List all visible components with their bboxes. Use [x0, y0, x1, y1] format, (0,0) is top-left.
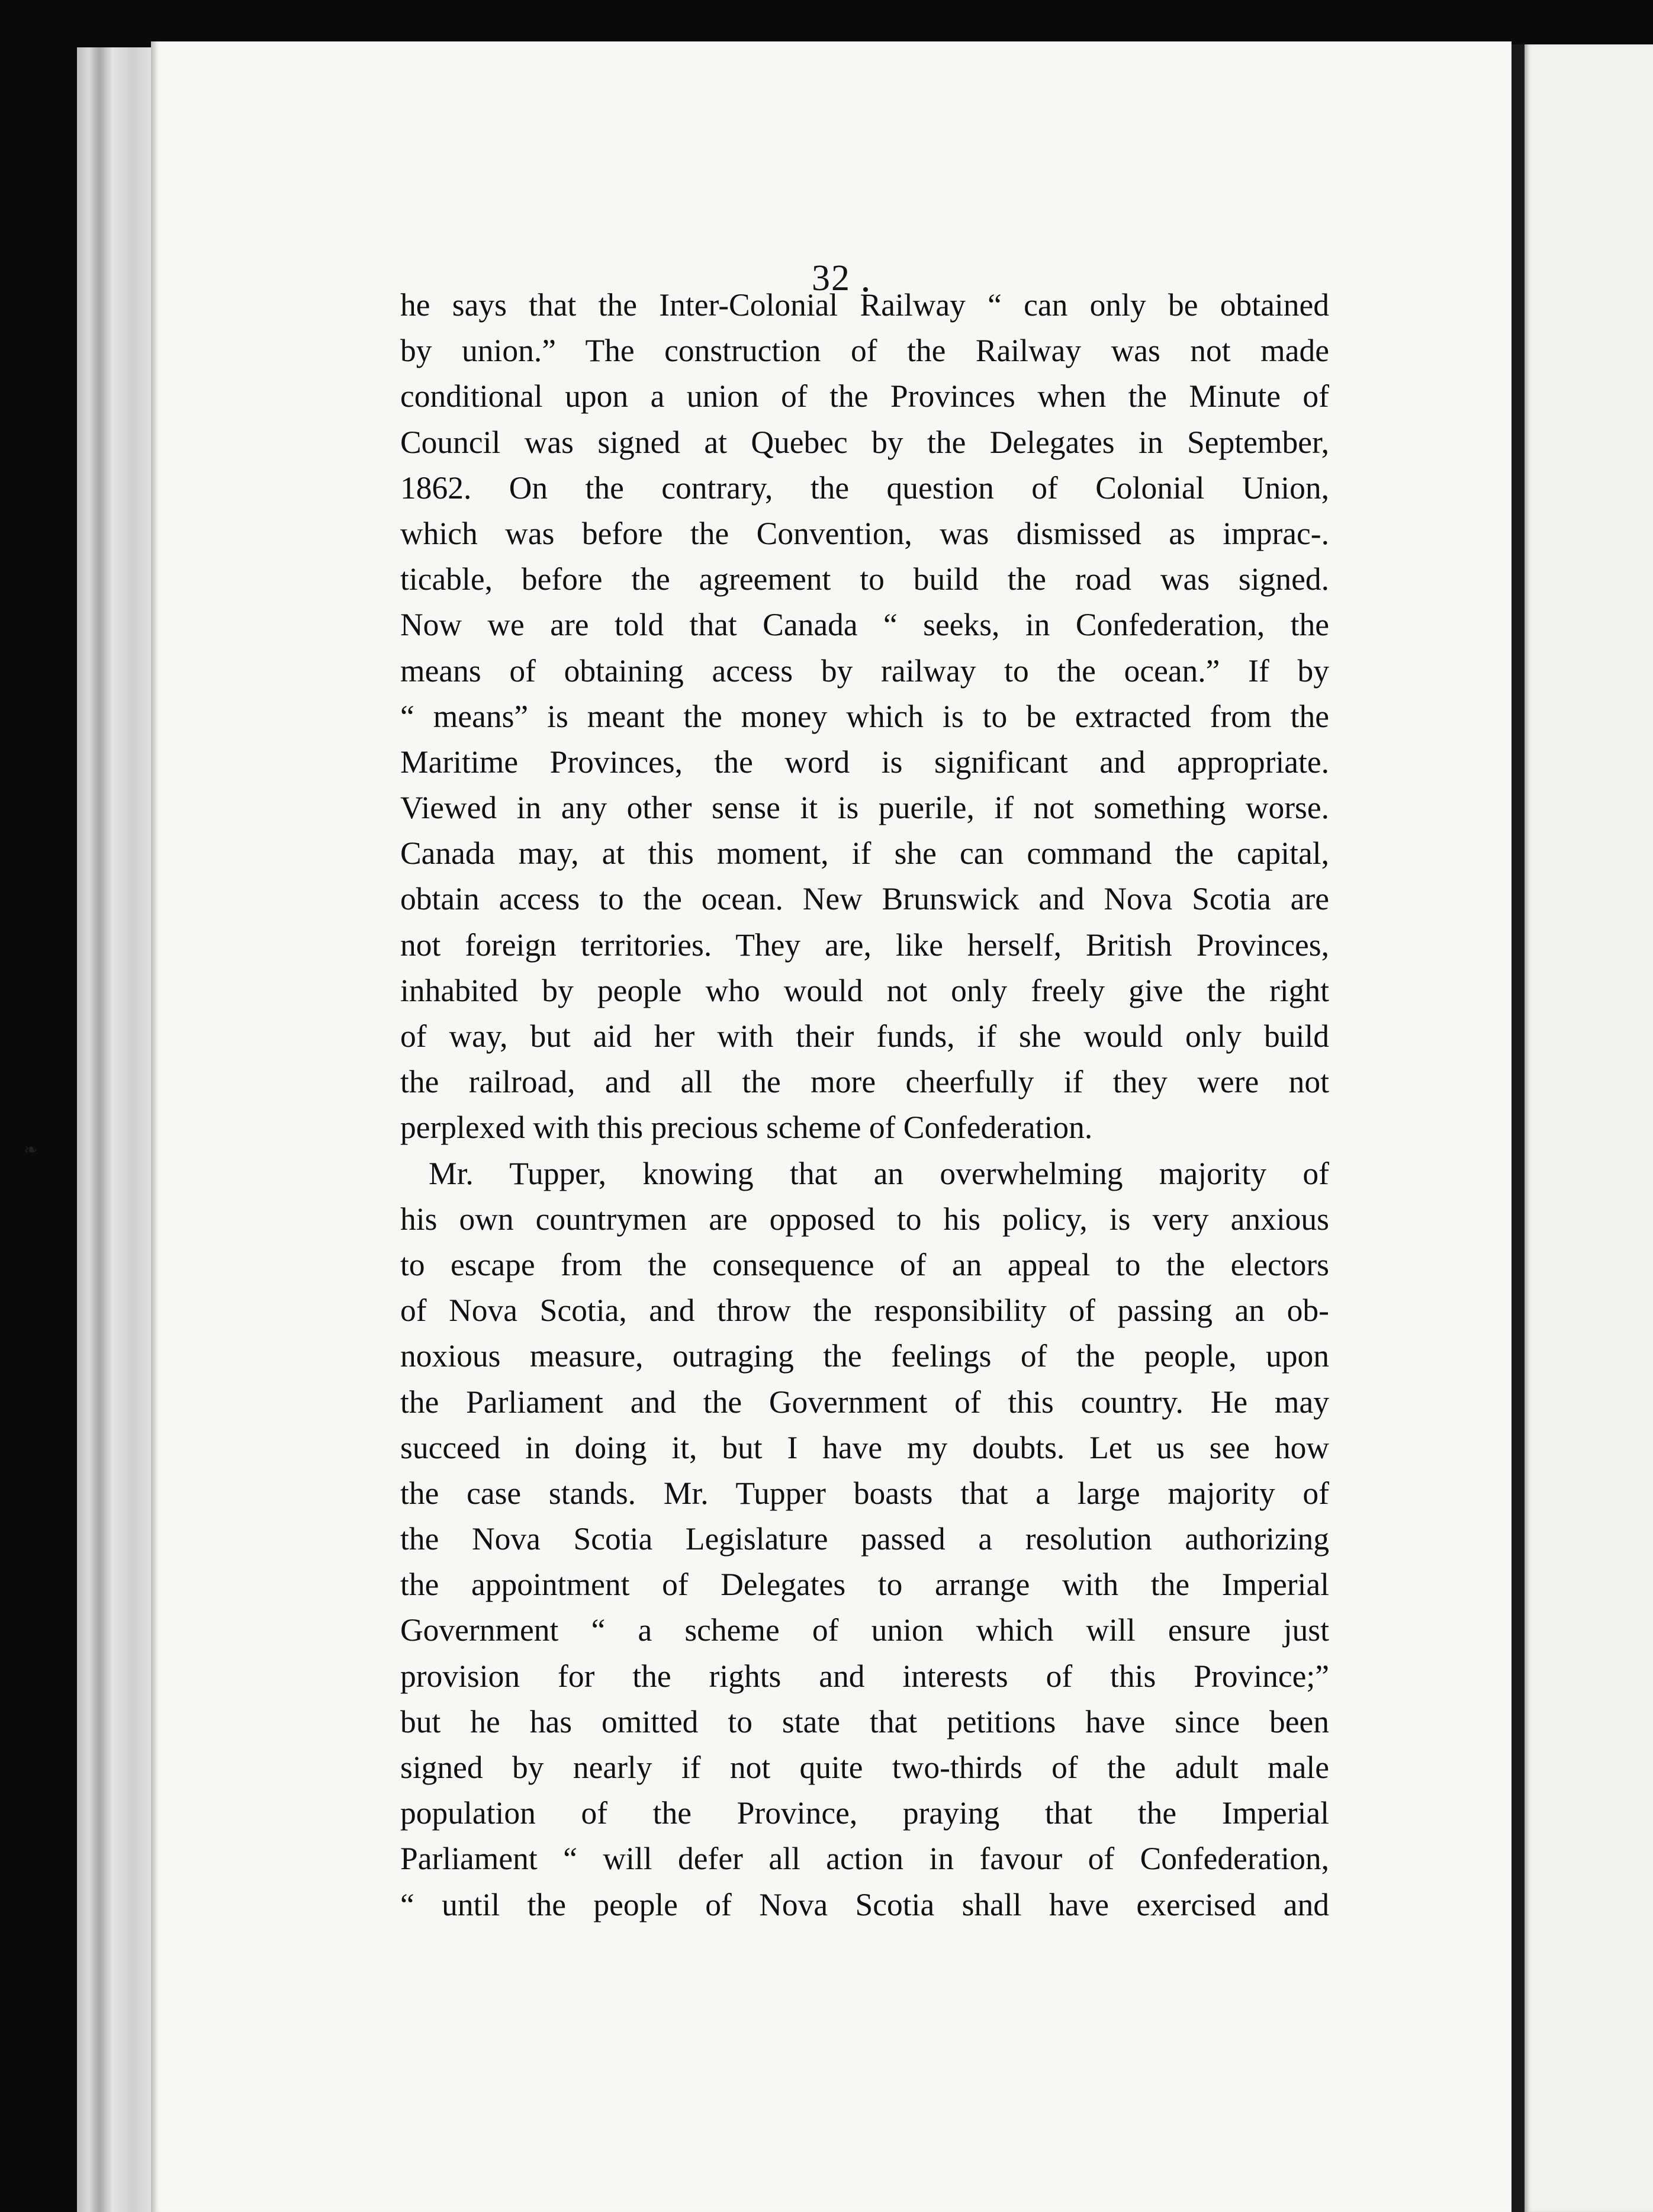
text-line: Now we are told that Canada “ seeks, in Confederation, the	[400, 607, 1329, 643]
text-line: inhabited by people who would not only freely give the right	[400, 972, 1329, 1008]
text-line: by union.” The construction of the Railway was not made	[400, 333, 1329, 369]
text-line: the appointment of Delegates to arrange with the Imperial	[400, 1567, 1329, 1603]
text-line: which was before the Convention, was dismissed as imprac-.	[400, 515, 1329, 551]
text-line: of way, but aid her with their funds, if she would only build	[400, 1018, 1329, 1054]
text-line: Maritime Provinces, the word is significant and appropriate.	[400, 744, 1329, 780]
text-line: Canada may, at this moment, if she can command the capital,	[400, 835, 1329, 872]
margin-mark: ❧	[24, 1140, 38, 1159]
text-line: the case stands. Mr. Tupper boasts that a large majority of	[400, 1475, 1329, 1511]
text-line: of Nova Scotia, and throw the responsibility of passing an ob-	[400, 1293, 1329, 1329]
text-line: not foreign territories. They are, like herself, British Provinces,	[400, 927, 1329, 963]
text-line: Government “ a scheme of union which will ensure just	[400, 1612, 1329, 1648]
text-line: the Parliament and the Government of this country. He may	[400, 1384, 1329, 1420]
text-line: Viewed in any other sense it is puerile, if not something worse.	[400, 790, 1329, 826]
text-line: succeed in doing it, but I have my doubts. Let us see how	[400, 1429, 1329, 1465]
text-line: “ until the people of Nova Scotia shall have exercised and	[400, 1886, 1329, 1922]
text-line: Council was signed at Quebec by the Delegates in September,	[400, 424, 1329, 460]
text-line: provision for the rights and interests of this Province;”	[400, 1658, 1329, 1694]
facing-page-edge	[1525, 44, 1653, 2212]
text-line: ticable, before the agreement to build the road was signed.	[400, 561, 1329, 597]
text-line: “ means” is meant the money which is to be extracted from the	[400, 698, 1329, 734]
page-number: 32	[812, 258, 851, 298]
text-line: 1862. On the contrary, the question of Colonial Union,	[400, 470, 1329, 506]
text-line: Parliament “ will defer all action in favour of Confederation,	[400, 1841, 1329, 1877]
text-line: noxious measure, outraging the feelings of the people, upon	[400, 1338, 1329, 1374]
body-text	[400, 282, 1329, 1928]
page-gutter	[1512, 44, 1525, 2212]
text-line: means of obtaining access by railway to the ocean.” If by	[400, 652, 1329, 689]
text-line: perplexed with this precious scheme of Confederation.	[400, 1110, 1093, 1146]
text-line: conditional upon a union of the Provinces when the Minute of	[400, 378, 1329, 414]
text-line: but he has omitted to state that petitions have since been	[400, 1703, 1329, 1740]
text-line: obtain access to the ocean. New Brunswick and Nova Scotia are	[400, 881, 1329, 917]
text-line: the railroad, and all the more cheerfully if they were not	[400, 1064, 1329, 1100]
text-line: he says that the Inter-Colonial Railway “ can only be obtained	[400, 287, 1329, 323]
text-line: signed by nearly if not quite two-thirds of the adult male	[400, 1750, 1329, 1785]
text-line: the Nova Scotia Legislature passed a resolution authorizing	[400, 1521, 1329, 1557]
text-line: Mr. Tupper, knowing that an overwhelming majority of	[429, 1155, 1329, 1191]
text-line: his own countrymen are opposed to his policy, is very anxious	[400, 1201, 1329, 1237]
text-line: to escape from the consequence of an appeal to the electors	[400, 1246, 1329, 1282]
text-line: population of the Province, praying that the Imperial	[400, 1795, 1329, 1831]
